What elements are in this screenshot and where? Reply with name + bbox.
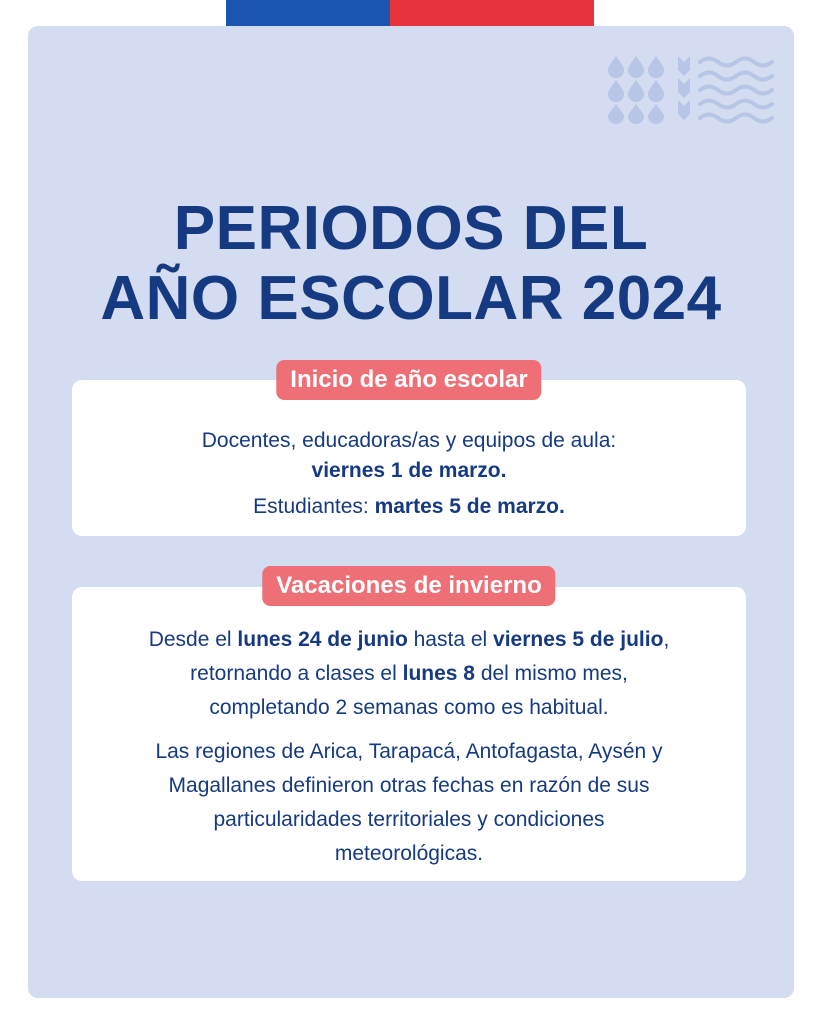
content-card [28, 26, 794, 998]
docentes-line: Docentes, educadoras/as y equipos de aula: [201, 429, 617, 452]
text-fragment: Desde el [148, 628, 238, 651]
inicio-heading-pill: Inicio de año escolar [276, 360, 541, 400]
start-date: lunes 24 de junio [237, 628, 408, 651]
flag-bar [226, 0, 594, 26]
flag-red-stripe [390, 0, 594, 26]
regiones-line-1: Las regiones de Arica, Tarapacá, Antofagasta, Aysén y [155, 740, 663, 763]
inicio-box [72, 380, 746, 536]
vacaciones-line-3: completando 2 semanas como es habitual. [209, 696, 609, 719]
text-fragment: del mismo mes, [474, 662, 628, 685]
estudiantes-date: martes 5 de marzo. [374, 495, 565, 518]
regiones-line-2: Magallanes definieron otras fechas en razón de sus [168, 774, 650, 797]
return-date: lunes 8 [402, 662, 475, 685]
vacaciones-section [72, 566, 746, 881]
estudiantes-line [72, 492, 746, 522]
title-line-1: PERIODOS DEL [173, 194, 649, 263]
inicio-section [72, 360, 746, 536]
vacaciones-line-2 [72, 657, 746, 691]
title-line-2: AÑO ESCOLAR 2024 [100, 264, 722, 333]
page-title [28, 194, 794, 334]
estudiantes-label: Estudiantes: [253, 495, 369, 518]
text-fragment: hasta el [407, 628, 494, 651]
flag-blue-stripe [226, 0, 390, 26]
end-date: viernes 5 de julio [493, 628, 664, 651]
regiones-line-3: particularidades territoriales y condiciones [213, 808, 605, 831]
government-pattern-icon [606, 54, 774, 124]
text-fragment: , [663, 628, 670, 651]
text-fragment: retornando a clases el [190, 662, 403, 685]
docentes-date: viernes 1 de marzo. [311, 459, 507, 482]
vacaciones-heading-pill: Vacaciones de invierno [262, 566, 555, 606]
vacaciones-box [72, 587, 746, 881]
vacaciones-line-1 [72, 623, 746, 657]
regiones-line-4: meteorológicas. [334, 842, 484, 865]
